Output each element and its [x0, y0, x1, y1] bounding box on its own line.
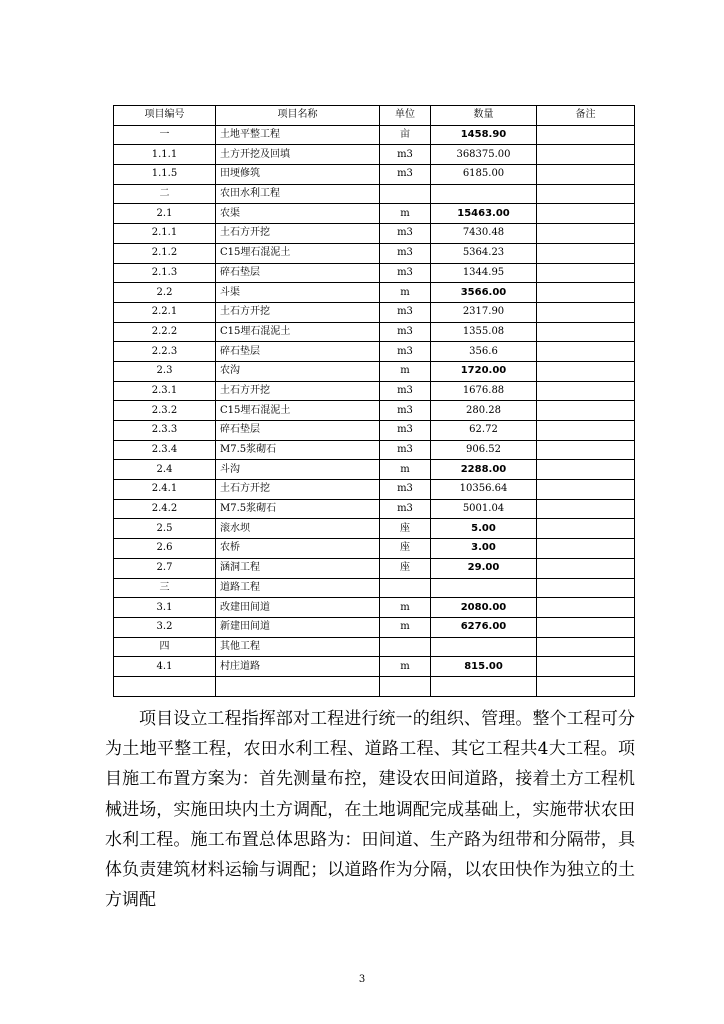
cell-quantity: 2317.90 [431, 302, 537, 322]
cell-unit: m [380, 657, 431, 677]
cell-name: C15埋石混泥土 [216, 401, 380, 421]
cell-name: 土石方开挖 [216, 480, 380, 500]
table-row [114, 125, 635, 145]
cell-unit: m3 [380, 322, 431, 342]
cell-code: 2.1.1 [114, 224, 216, 244]
cell-name: 农沟 [216, 361, 380, 381]
cell-code: 2.6 [114, 539, 216, 559]
cell-quantity: 815.00 [431, 657, 537, 677]
cell-name: 碎石垫层 [216, 342, 380, 362]
table-row [114, 637, 635, 657]
cell-code: 2.3.3 [114, 421, 216, 441]
header-code: 项目编号 [114, 106, 216, 126]
cell-remarks [537, 243, 635, 263]
table-row [114, 224, 635, 244]
cell-quantity: 5001.04 [431, 499, 537, 519]
cell-code: 2.2.2 [114, 322, 216, 342]
cell-code: 2.1.3 [114, 263, 216, 283]
cell-code: 3.1 [114, 598, 216, 618]
cell-name: 土方开挖及回填 [216, 145, 380, 165]
cell-name: 碎石垫层 [216, 263, 380, 283]
cell-name: 农桥 [216, 539, 380, 559]
cell-remarks [537, 361, 635, 381]
cell-name: 滚水坝 [216, 519, 380, 539]
table-header-row [114, 106, 635, 126]
cell-quantity: 356.6 [431, 342, 537, 362]
table-row [114, 322, 635, 342]
cell-remarks [537, 322, 635, 342]
cell-remarks [537, 637, 635, 657]
cell-quantity: 3566.00 [431, 283, 537, 303]
cell-remarks [537, 283, 635, 303]
cell-remarks [537, 499, 635, 519]
cell-remarks [537, 578, 635, 598]
cell-code: 2.2.1 [114, 302, 216, 322]
cell-unit: m3 [380, 499, 431, 519]
cell-code: 2.2.3 [114, 342, 216, 362]
cell-name: 土石方开挖 [216, 224, 380, 244]
table-row [114, 617, 635, 637]
cell-code: 4.1 [114, 657, 216, 677]
cell-remarks [537, 184, 635, 204]
cell-code: 2.4 [114, 460, 216, 480]
cell-remarks [537, 263, 635, 283]
table-row [114, 302, 635, 322]
cell-quantity: 1458.90 [431, 125, 537, 145]
table-row [114, 519, 635, 539]
body-paragraph: 项目设立工程指挥部对工程进行统一的组织、管理。整个工程可分为土地平整工程，农田水利工程、道路工程、其它工程共4大工程。项目施工布置方案为：首先测量布控，建设农田间道路，接着土方工程机械进场，实施田块内土方调配，在土地调配完成基础上，实施带状农田水利工程。施工布置总体思路为：田间道、生产路为纽带和分隔带，具体负责建筑材料运输与调配；以道路作为分隔，以农田快作为独立的土方调配 [105, 709, 635, 911]
cell-name: M7.5浆砌石 [216, 499, 380, 519]
cell-remarks [537, 302, 635, 322]
cell-remarks [537, 539, 635, 559]
table-row [114, 204, 635, 224]
table-row [114, 676, 635, 696]
cell-name: 斗渠 [216, 283, 380, 303]
cell-unit: 座 [380, 539, 431, 559]
cell-unit [380, 676, 431, 696]
cell-remarks [537, 598, 635, 618]
cell-remarks [537, 440, 635, 460]
cell-name: 碎石垫层 [216, 421, 380, 441]
table-row [114, 342, 635, 362]
cell-code: 1.1.5 [114, 165, 216, 185]
cell-name: 道路工程 [216, 578, 380, 598]
cell-quantity: 1676.88 [431, 381, 537, 401]
cell-unit: m3 [380, 165, 431, 185]
cell-remarks [537, 480, 635, 500]
cell-unit: m [380, 460, 431, 480]
cell-unit: m3 [380, 421, 431, 441]
cell-unit: m3 [380, 243, 431, 263]
table-row [114, 480, 635, 500]
cell-code: 2.3.2 [114, 401, 216, 421]
cell-quantity: 15463.00 [431, 204, 537, 224]
quantity-table [113, 105, 635, 697]
table-row [114, 460, 635, 480]
cell-name: 土石方开挖 [216, 302, 380, 322]
cell-remarks [537, 125, 635, 145]
cell-code: 3.2 [114, 617, 216, 637]
cell-code: 2.4.1 [114, 480, 216, 500]
cell-name [216, 676, 380, 696]
cell-code [114, 676, 216, 696]
table-row [114, 381, 635, 401]
cell-quantity [431, 184, 537, 204]
table-row [114, 440, 635, 460]
cell-quantity [431, 637, 537, 657]
cell-name: 田埂修筑 [216, 165, 380, 185]
cell-code: 2.3.4 [114, 440, 216, 460]
cell-unit: m [380, 617, 431, 637]
table-row [114, 558, 635, 578]
cell-code: 2.5 [114, 519, 216, 539]
table-row [114, 283, 635, 303]
table-row [114, 539, 635, 559]
cell-unit: m3 [380, 224, 431, 244]
cell-name: 改建田间道 [216, 598, 380, 618]
cell-unit: m3 [380, 302, 431, 322]
cell-unit [380, 184, 431, 204]
cell-quantity: 62.72 [431, 421, 537, 441]
cell-code: 2.7 [114, 558, 216, 578]
cell-quantity: 10356.64 [431, 480, 537, 500]
page-number: 3 [358, 974, 366, 985]
cell-remarks [537, 145, 635, 165]
cell-quantity: 368375.00 [431, 145, 537, 165]
cell-quantity: 29.00 [431, 558, 537, 578]
cell-quantity: 5.00 [431, 519, 537, 539]
cell-quantity [431, 578, 537, 598]
cell-unit: m [380, 361, 431, 381]
cell-name: 村庄道路 [216, 657, 380, 677]
cell-remarks [537, 558, 635, 578]
cell-name: M7.5浆砌石 [216, 440, 380, 460]
cell-remarks [537, 224, 635, 244]
table-body [114, 125, 635, 696]
table-row [114, 263, 635, 283]
cell-quantity: 906.52 [431, 440, 537, 460]
cell-name: 其他工程 [216, 637, 380, 657]
cell-unit: 座 [380, 519, 431, 539]
cell-quantity: 1355.08 [431, 322, 537, 342]
cell-code: 二 [114, 184, 216, 204]
table-row [114, 499, 635, 519]
table-row [114, 184, 635, 204]
header-name: 项目名称 [216, 106, 380, 126]
cell-quantity: 6185.00 [431, 165, 537, 185]
cell-unit: m3 [380, 401, 431, 421]
cell-code: 2.2 [114, 283, 216, 303]
table-row [114, 578, 635, 598]
cell-remarks [537, 519, 635, 539]
cell-name: C15埋石混泥土 [216, 322, 380, 342]
cell-remarks [537, 657, 635, 677]
cell-name: 土石方开挖 [216, 381, 380, 401]
cell-name: 农田水利工程 [216, 184, 380, 204]
cell-code: 2.3 [114, 361, 216, 381]
cell-name: 农渠 [216, 204, 380, 224]
cell-code: 2.1 [114, 204, 216, 224]
cell-quantity: 2080.00 [431, 598, 537, 618]
cell-code: 三 [114, 578, 216, 598]
cell-remarks [537, 381, 635, 401]
cell-quantity: 3.00 [431, 539, 537, 559]
cell-quantity: 1344.95 [431, 263, 537, 283]
cell-code: 四 [114, 637, 216, 657]
table-row [114, 243, 635, 263]
cell-unit: 座 [380, 558, 431, 578]
cell-code: 1.1.1 [114, 145, 216, 165]
cell-remarks [537, 204, 635, 224]
cell-remarks [537, 421, 635, 441]
cell-unit: m3 [380, 440, 431, 460]
cell-unit: m [380, 283, 431, 303]
cell-code: 一 [114, 125, 216, 145]
header-remarks: 备注 [537, 106, 635, 126]
cell-code: 2.3.1 [114, 381, 216, 401]
cell-remarks [537, 165, 635, 185]
cell-unit: m [380, 204, 431, 224]
cell-remarks [537, 342, 635, 362]
cell-name: 土地平整工程 [216, 125, 380, 145]
cell-quantity [431, 676, 537, 696]
cell-unit [380, 637, 431, 657]
cell-name: C15埋石混泥土 [216, 243, 380, 263]
cell-unit: m3 [380, 342, 431, 362]
cell-name: 斗沟 [216, 460, 380, 480]
cell-name: 新建田间道 [216, 617, 380, 637]
table-row [114, 401, 635, 421]
cell-unit: 亩 [380, 125, 431, 145]
cell-code: 2.4.2 [114, 499, 216, 519]
cell-quantity: 1720.00 [431, 361, 537, 381]
cell-unit: m3 [380, 263, 431, 283]
table-row [114, 598, 635, 618]
table-row [114, 165, 635, 185]
cell-remarks [537, 676, 635, 696]
header-unit: 单位 [380, 106, 431, 126]
cell-quantity: 280.28 [431, 401, 537, 421]
cell-unit [380, 578, 431, 598]
cell-quantity: 5364.23 [431, 243, 537, 263]
cell-remarks [537, 401, 635, 421]
cell-unit: m3 [380, 480, 431, 500]
cell-unit: m3 [380, 145, 431, 165]
cell-unit: m [380, 598, 431, 618]
cell-remarks [537, 460, 635, 480]
cell-name: 涵洞工程 [216, 558, 380, 578]
cell-unit: m3 [380, 381, 431, 401]
table-row [114, 421, 635, 441]
table-row [114, 145, 635, 165]
table-row [114, 657, 635, 677]
cell-quantity: 7430.48 [431, 224, 537, 244]
cell-remarks [537, 617, 635, 637]
cell-code: 2.1.2 [114, 243, 216, 263]
cell-quantity: 6276.00 [431, 617, 537, 637]
header-quantity: 数量 [431, 106, 537, 126]
cell-quantity: 2288.00 [431, 460, 537, 480]
table-row [114, 361, 635, 381]
